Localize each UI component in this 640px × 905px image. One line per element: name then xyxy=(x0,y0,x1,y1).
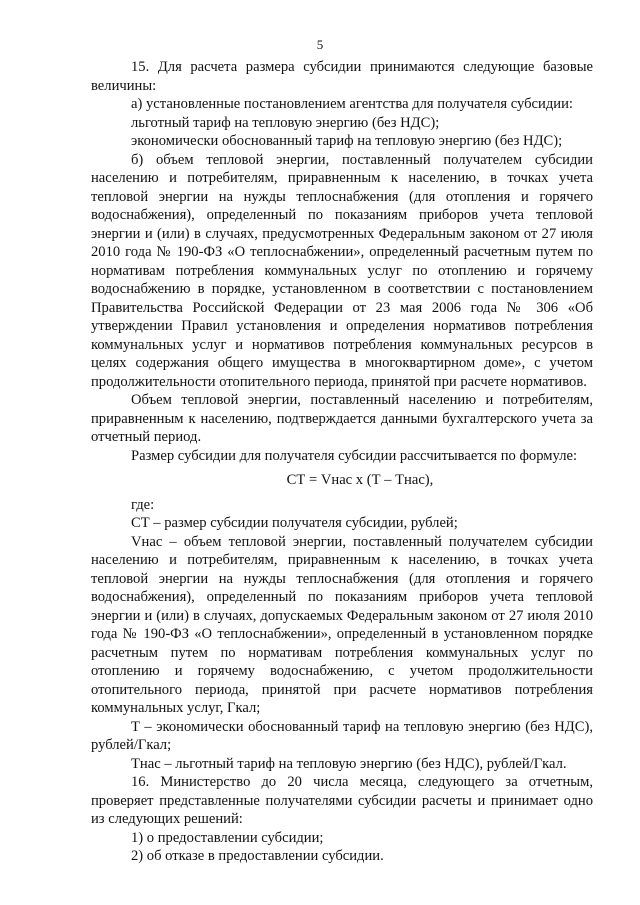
paragraph-15-volume: Объем тепловой энергии, поставленный населению и потребителям, приравненным к населению, подтверждается данными бухгалтерского учета за отчетный период. xyxy=(91,392,593,445)
definition-ct: СТ – размер субсидии получателя субсидии, рублей; xyxy=(131,515,458,531)
paragraph-15-a-item-2: экономически обоснованный тариф на тепловую энергию (без НДС); xyxy=(131,133,563,149)
definition-tnas: Тнас – льготный тариф на тепловую энергию (без НДС), рублей/Гкал. xyxy=(131,755,567,772)
page-number: 5 xyxy=(316,37,324,52)
paragraph-16-item-1: 1) о предоставлении субсидии; xyxy=(131,829,324,846)
paragraph-16-item-2: 2) об отказе в предоставлении субсидии. xyxy=(131,848,384,864)
paragraph-15-a: а) установленные постановлением агентства для получателя субсидии: xyxy=(131,96,573,112)
paragraph-15-size: Размер субсидии для получателя субсидии рассчитывается по формуле: xyxy=(131,447,578,464)
paragraph-16-intro: 16. Министерство до 20 числа месяца, следующего за отчетным, проверяет представленные получателями субсидии расчеты и принимает одно из следующих решений: xyxy=(91,774,593,827)
paragraph-15-a-item-1: льготный тариф на тепловую энергию (без НДС); xyxy=(131,114,440,131)
subsidy-formula: СТ = Vнас x (Т – Тнас), xyxy=(286,472,434,488)
paragraph-15-b: б) объем тепловой энергии, поставленный получателем субсидии населению и потребителям, приравненным к населению, в точках учета тепловой энергии на нужды теплоснабжения (для отопления и горячего водоснабжения), определенный по показаниям приборов учета тепловой энергии и (или) в случаях, предусмотренных Федеральным законом от 27 июля 2010 года № 190-ФЗ «О теплоснабжении», определенный расчетным путем по нормативам потребления коммунальных услуг по отоплению и горячему водоснабжению в порядке, установленном в соответствии с постановлением Правительства Российской Федерации от 23 мая 2006 года № 306 «Об утверждении Правил установления и определения нормативов потребления коммунальных услуг и нормативов потребления коммунальных ресурсов в целях содержания общего имущества в многоквартирном доме», с учетом продолжительности отопительного периода, принятой при расчете нормативов. xyxy=(91,151,593,390)
where-label: где: xyxy=(131,496,155,513)
document-body xyxy=(91,58,593,866)
definition-t: Т – экономически обоснованный тариф на тепловую энергию (без НДС), рублей/Гкал; xyxy=(91,718,593,753)
paragraph-15-intro: 15. Для расчета размера субсидии принимаются следующие базовые величины: xyxy=(91,59,593,94)
definition-vnas: Vнас – объем тепловой энергии, поставленный получателем субсидии населению и потребителям, приравненным к населению, в точках учета тепловой энергии на нужды теплоснабжения (для отопления и горячего водоснабжения), определенный по показаниям приборов учета тепловой энергии и (или) в случаях, допускаемых Федеральным законом от 27 июля 2010 года № 190-ФЗ «О теплоснабжении», определенный в установленном порядке расчетным путем по нормативам потребления коммунальных услуг по отоплению и горячему водоснабжению, с учетом продолжительности отопительного периода, принятой при расчете нормативов потребления коммунальных услуг, Гкал; xyxy=(91,533,593,716)
